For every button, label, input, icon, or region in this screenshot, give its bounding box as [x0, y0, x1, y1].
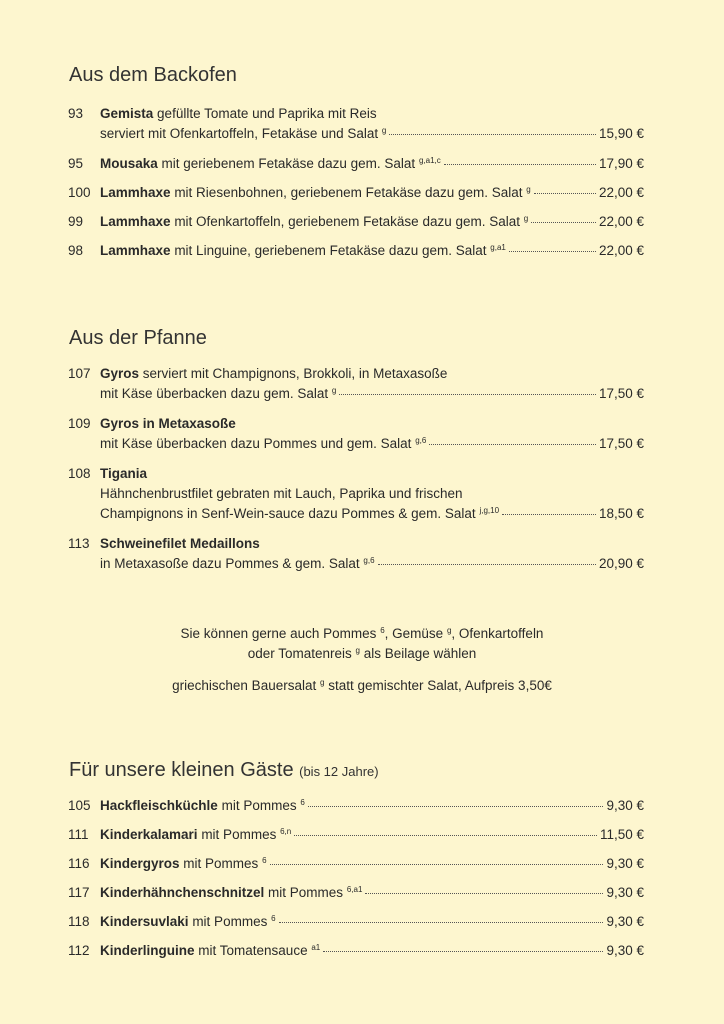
dot-leader [502, 514, 596, 515]
allergen-codes: 6 [271, 914, 276, 923]
section-title-backofen: Aus dem Backofen [69, 64, 237, 86]
item-name: Schweinefilet Medaillons [100, 536, 260, 551]
item-number: 107 [68, 366, 91, 381]
item-name: Kindergyros [100, 856, 180, 871]
item-name: Hackfleischküchle [100, 798, 218, 813]
item-price: 22,00 € [598, 185, 644, 200]
item-description: mit Pommes [192, 914, 268, 929]
dot-leader [429, 444, 596, 445]
note-text: oder Tomatenreis [247, 646, 352, 661]
item-description: mit Käse überbacken dazu gem. Salat [100, 386, 329, 401]
allergen-codes: g,a1,c [418, 156, 441, 165]
dot-leader [279, 922, 604, 923]
allergen-codes: g [320, 678, 325, 687]
note-text: , Gemüse [384, 626, 444, 641]
item-number: 105 [68, 798, 91, 813]
allergen-codes: 6 [380, 626, 385, 635]
item-description: gefüllte Tomate und Paprika mit Reis [157, 106, 377, 121]
allergen-codes: g,6 [363, 556, 375, 565]
side-dish-note [0, 644, 724, 664]
item-description: mit Tomatensauce [198, 943, 308, 958]
item-price: 17,50 € [598, 386, 644, 401]
menu-item [68, 154, 644, 174]
item-number: 118 [68, 914, 90, 929]
allergen-codes: g [523, 214, 529, 223]
menu-item [68, 183, 644, 203]
item-number: 113 [68, 536, 90, 551]
item-description: mit Pommes [183, 856, 259, 871]
dot-leader [509, 251, 596, 252]
dot-leader [389, 134, 596, 135]
item-name: Lammhaxe [100, 214, 171, 229]
salad-upgrade-note [0, 676, 724, 696]
item-description: mit Pommes [268, 885, 344, 900]
section-title-text: Für unsere kleinen Gäste [69, 759, 294, 781]
dot-leader [444, 164, 596, 165]
item-number: 93 [68, 106, 84, 121]
item-price: 9,30 € [606, 885, 644, 900]
dot-leader [294, 835, 597, 836]
allergen-codes: 6 [300, 798, 305, 807]
menu-item [68, 241, 644, 261]
item-price: 11,50 € [599, 827, 644, 842]
menu-item [68, 364, 644, 404]
allergen-codes: 6,n [280, 827, 292, 836]
allergen-codes: 6 [262, 856, 267, 865]
item-price: 9,30 € [606, 856, 644, 871]
item-number: 111 [68, 827, 89, 842]
side-dish-note [0, 624, 724, 644]
allergen-codes: 6,a1 [346, 885, 363, 894]
allergen-codes: j,g,10 [479, 506, 500, 515]
item-description: serviert mit Ofenkartoffeln, Fetakäse und Salat [100, 126, 379, 141]
item-price: 22,00 € [598, 243, 644, 258]
item-description: in Metaxasoße dazu Pommes & gem. Salat [100, 556, 360, 571]
item-name: Lammhaxe [100, 243, 171, 258]
dot-leader [323, 951, 603, 952]
menu-item [68, 212, 644, 232]
menu-item [68, 883, 644, 903]
menu-item [68, 912, 644, 932]
item-price: 17,90 € [598, 156, 644, 171]
item-price: 15,90 € [598, 126, 644, 141]
item-name: Gyros in Metaxasoße [100, 416, 236, 431]
item-description: mit Pommes [221, 798, 297, 813]
item-name: Mousaka [100, 156, 158, 171]
item-price: 22,00 € [598, 214, 644, 229]
item-name: Kinderlinguine [100, 943, 195, 958]
item-name: Tigania [100, 466, 148, 481]
dot-leader [531, 222, 596, 223]
item-description: mit Pommes [201, 827, 277, 842]
item-name: Kinderhähnchenschnitzel [100, 885, 265, 900]
menu-item [68, 104, 644, 144]
item-description: mit geriebenem Fetakäse dazu gem. Salat [161, 156, 416, 171]
item-price: 18,50 € [598, 506, 644, 521]
item-description: Hähnchenbrustfilet gebraten mit Lauch, Paprika und frischen [100, 486, 463, 501]
item-description: mit Ofenkartoffeln, geriebenem Fetakäse dazu gem. Salat [174, 214, 520, 229]
item-price: 17,50 € [598, 436, 644, 451]
item-number: 99 [68, 214, 84, 229]
allergen-codes: g,a1 [490, 243, 506, 252]
item-description: serviert mit Champignons, Brokkoli, in Metaxasoße [142, 366, 448, 381]
item-description: Champignons in Senf-Wein-sauce dazu Pommes & gem. Salat [100, 506, 476, 521]
item-price: 9,30 € [606, 914, 644, 929]
section-subtitle: (bis 12 Jahre) [299, 764, 379, 779]
allergen-codes: g [331, 386, 337, 395]
item-price: 9,30 € [606, 798, 644, 813]
dot-leader [339, 394, 596, 395]
item-number: 116 [68, 856, 90, 871]
dot-leader [534, 193, 596, 194]
note-text: Sie können gerne auch Pommes [180, 626, 377, 641]
item-price: 9,30 € [606, 943, 644, 958]
allergen-codes: g [446, 626, 452, 635]
item-description: mit Riesenbohnen, geriebenem Fetakäse dazu gem. Salat [174, 185, 523, 200]
item-description: mit Käse überbacken dazu Pommes und gem. Salat [100, 436, 412, 451]
menu-item [68, 534, 644, 574]
item-name: Gyros [100, 366, 140, 381]
item-name: Kinderkalamari [100, 827, 198, 842]
menu-item [68, 825, 644, 845]
dot-leader [365, 893, 603, 894]
menu-item [68, 941, 644, 961]
item-number: 95 [68, 156, 84, 171]
item-price: 20,90 € [598, 556, 644, 571]
item-name: Kindersuvlaki [100, 914, 189, 929]
allergen-codes: g [526, 185, 531, 194]
dot-leader [378, 564, 596, 565]
item-name: Lammhaxe [100, 185, 171, 200]
item-name: Gemista [100, 106, 154, 121]
menu-item [68, 854, 644, 874]
dot-leader [308, 806, 604, 807]
menu-item [68, 414, 644, 454]
note-text: statt gemischter Salat, Aufpreis 3,50€ [328, 678, 552, 693]
allergen-codes: g,6 [415, 436, 427, 445]
item-number: 109 [68, 416, 91, 431]
section-title-pfanne: Aus der Pfanne [69, 327, 207, 349]
allergen-codes: a1 [311, 943, 321, 952]
note-text: , Ofenkartoffeln [451, 626, 544, 641]
item-number: 100 [68, 185, 91, 200]
item-number: 112 [68, 943, 90, 958]
item-number: 117 [68, 885, 90, 900]
item-description: mit Linguine, geriebenem Fetakäse dazu gem. Salat [174, 243, 487, 258]
menu-item [68, 796, 644, 816]
menu-item [68, 464, 644, 524]
item-number: 108 [68, 466, 91, 481]
dot-leader [270, 864, 604, 865]
allergen-codes: g [355, 646, 360, 655]
allergen-codes: g [381, 126, 387, 135]
note-text: als Beilage wählen [363, 646, 477, 661]
note-text: griechischen Bauersalat [172, 678, 317, 693]
section-title-kinder [69, 760, 379, 780]
item-number: 98 [68, 243, 84, 258]
